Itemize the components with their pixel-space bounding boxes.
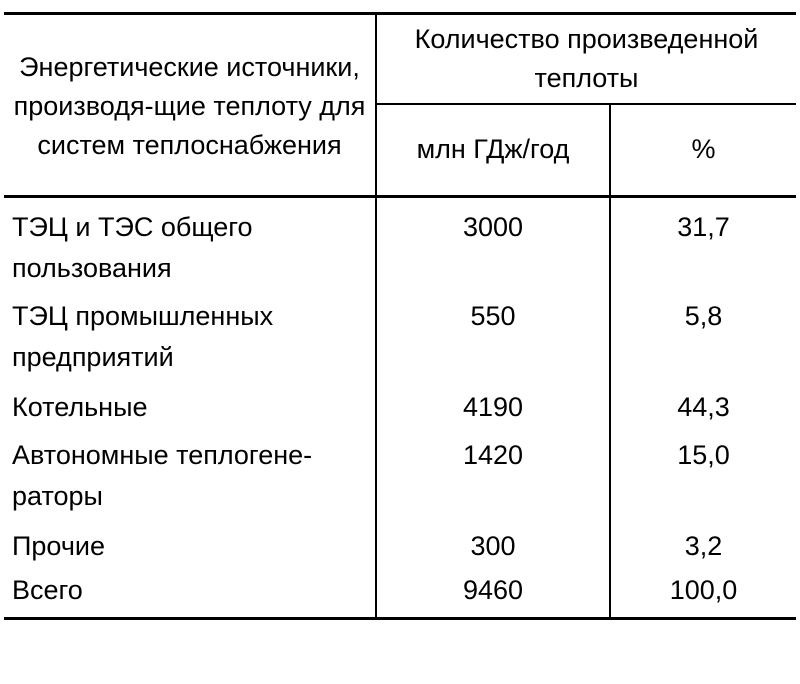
row-percent: 31,7	[677, 212, 730, 242]
row-amount: 4190	[376, 378, 610, 428]
table-header	[4, 14, 796, 197]
row-source: ТЭЦ промышленных предприятий	[4, 289, 376, 378]
row-amount: 1420	[376, 428, 610, 517]
header-percent-column: %	[610, 104, 796, 197]
row-amount: 300	[376, 517, 610, 567]
row-source: Прочие	[4, 517, 376, 567]
header-heat-quantity: Количество произведенной теплоты	[376, 14, 796, 104]
heat-production-table	[4, 12, 796, 620]
row-percent: 15,0	[677, 440, 730, 470]
table-row	[4, 378, 796, 428]
row-source: Всего	[4, 567, 376, 619]
table-body	[4, 197, 796, 619]
header-unit-column: млн ГДж/год	[376, 104, 610, 197]
row-amount: 9460	[376, 567, 610, 619]
row-percent: 44,3	[677, 392, 730, 422]
row-source: Автономные теплогене-раторы	[4, 428, 376, 517]
header-row-top	[4, 14, 796, 104]
row-amount: 3000	[376, 197, 610, 290]
table-row	[4, 289, 796, 378]
table-row	[4, 197, 796, 290]
table-row	[4, 428, 796, 517]
row-source: ТЭЦ и ТЭС общего пользования	[4, 197, 376, 290]
table-row-total	[4, 567, 796, 619]
row-percent: 3,2	[684, 531, 723, 561]
row-percent: 100,0	[610, 567, 796, 619]
row-percent: 5,8	[684, 301, 723, 331]
row-source: Котельные	[4, 378, 376, 428]
table-row	[4, 517, 796, 567]
row-amount: 550	[376, 289, 610, 378]
heat-production-table-wrapper	[4, 12, 796, 620]
header-energy-sources: Энергетические источники, производя-щие теплоту для систем теплоснабжения	[4, 14, 376, 197]
